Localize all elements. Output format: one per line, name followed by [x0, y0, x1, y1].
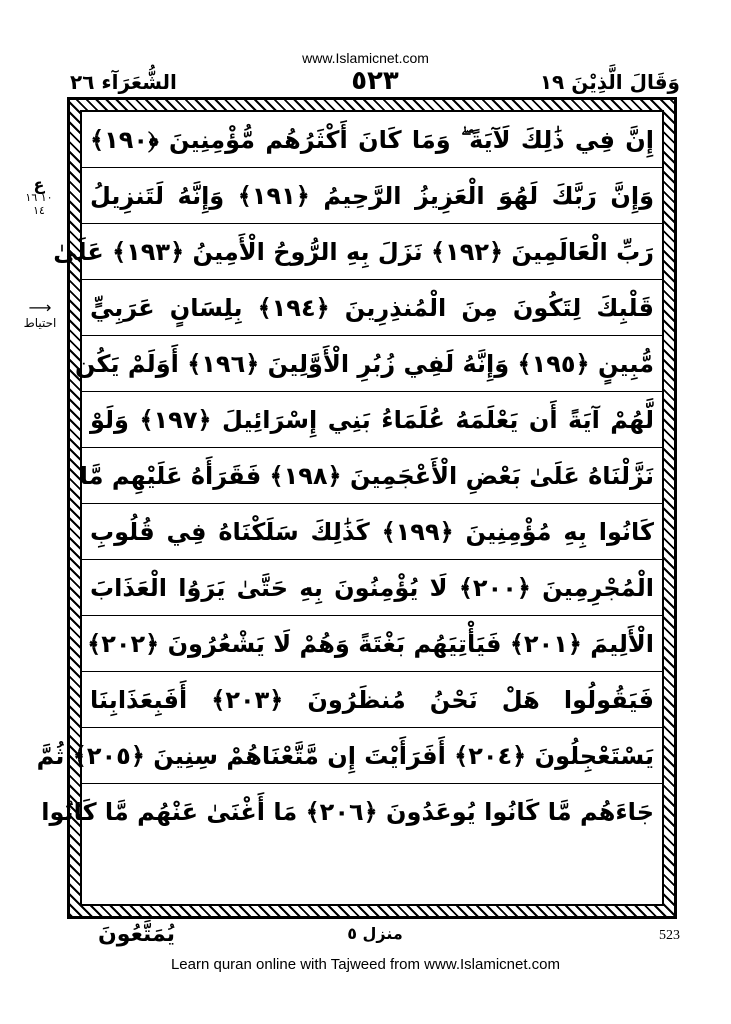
page-number-arabic: ٥٢٣: [351, 66, 399, 96]
verse-line-1: إِنَّ فِي ذَٰلِكَ لَآيَةً ۖ وَمَا كَانَ أَكْثَرُهُم مُّؤْمِنِينَ ﴿١٩٠﴾: [82, 112, 662, 168]
verse-line-4: قَلْبِكَ لِتَكُونَ مِنَ الْمُنذِرِينَ ﴿١٩٤﴾ بِلِسَانٍ عَرَبِيٍّ: [82, 280, 662, 336]
ruku-marker: [20, 175, 58, 217]
ruku-sign: ع: [33, 175, 45, 194]
verse-line-2: وَإِنَّ رَبَّكَ لَهُوَ الْعَزِيزُ الرَّحِيمُ ﴿١٩١﴾ وَإِنَّهُ لَتَنزِيلُ: [82, 168, 662, 224]
verse-line-9: الْمُجْرِمِينَ ﴿٢٠٠﴾ لَا يُؤْمِنُونَ بِهِ حَتَّىٰ يَرَوُا الْعَذَابَ: [82, 560, 662, 616]
ihtiyat-marker: [18, 298, 62, 330]
top-website-url: www.Islamicnet.com: [302, 50, 429, 66]
verse-line-5: مُّبِينٍ ﴿١٩٥﴾ وَإِنَّهُ لَفِي زُبُرِ الْأَوَّلِينَ ﴿١٩٦﴾ أَوَلَمْ يَكُن: [82, 336, 662, 392]
verse-line-11: فَيَقُولُوا هَلْ نَحْنُ مُنظَرُونَ ﴿٢٠٣﴾ أَفَبِعَذَابِنَا: [82, 672, 662, 728]
verse-line-6: لَّهُمْ آيَةً أَن يَعْلَمَهُ عُلَمَاءُ بَنِي إِسْرَائِيلَ ﴿١٩٧﴾ وَلَوْ: [82, 392, 662, 448]
verse-line-3: رَبِّ الْعَالَمِينَ ﴿١٩٢﴾ نَزَلَ بِهِ الرُّوحُ الْأَمِينُ ﴿١٩٣﴾ عَلَىٰ: [82, 224, 662, 280]
manzil-label: منزل ٥: [347, 924, 403, 943]
verse-line-7: نَزَّلْنَاهُ عَلَىٰ بَعْضِ الْأَعْجَمِينَ ﴿١٩٨﴾ فَقَرَأَهُ عَلَيْهِم مَّا: [82, 448, 662, 504]
ruku-numbers: ١٠ ١٦ ١٤: [25, 191, 53, 217]
verse-line-13: جَاءَهُم مَّا كَانُوا يُوعَدُونَ ﴿٢٠٦﴾ مَا أَغْنَىٰ عَنْهُم مَّا كَانُوا: [41, 798, 654, 826]
verse-line-10: الْأَلِيمَ ﴿٢٠١﴾ فَيَأْتِيَهُم بَغْتَةً وَهُمْ لَا يَشْعُرُونَ ﴿٢٠٢﴾: [82, 616, 662, 672]
page-header: [70, 66, 680, 100]
bottom-promo-text: Learn quran online with Tajweed from www.Islamicnet.com: [170, 956, 561, 973]
catchword: يُمَتَّعُونَ: [98, 922, 175, 947]
page-footer: [70, 922, 680, 952]
verse-line-12: يَسْتَعْجِلُونَ ﴿٢٠٤﴾ أَفَرَأَيْتَ إِن مَّتَّعْنَاهُمْ سِنِينَ ﴿٢٠٥﴾ ثُمَّ: [82, 728, 662, 784]
arrow-right-icon: ⟶: [28, 298, 52, 317]
juz-name: وَقَالَ الَّذِيْنَ ١٩: [539, 70, 680, 94]
surah-name: الشُّعَرَآء ٢٦: [70, 70, 177, 94]
ihtiyat-label: احتیاط: [23, 316, 57, 330]
verse-line-8: كَانُوا بِهِ مُؤْمِنِينَ ﴿١٩٩﴾ كَذَٰلِكَ سَلَكْنَاهُ فِي قُلُوبِ: [82, 504, 662, 560]
page-number-latin: 523: [659, 928, 680, 943]
